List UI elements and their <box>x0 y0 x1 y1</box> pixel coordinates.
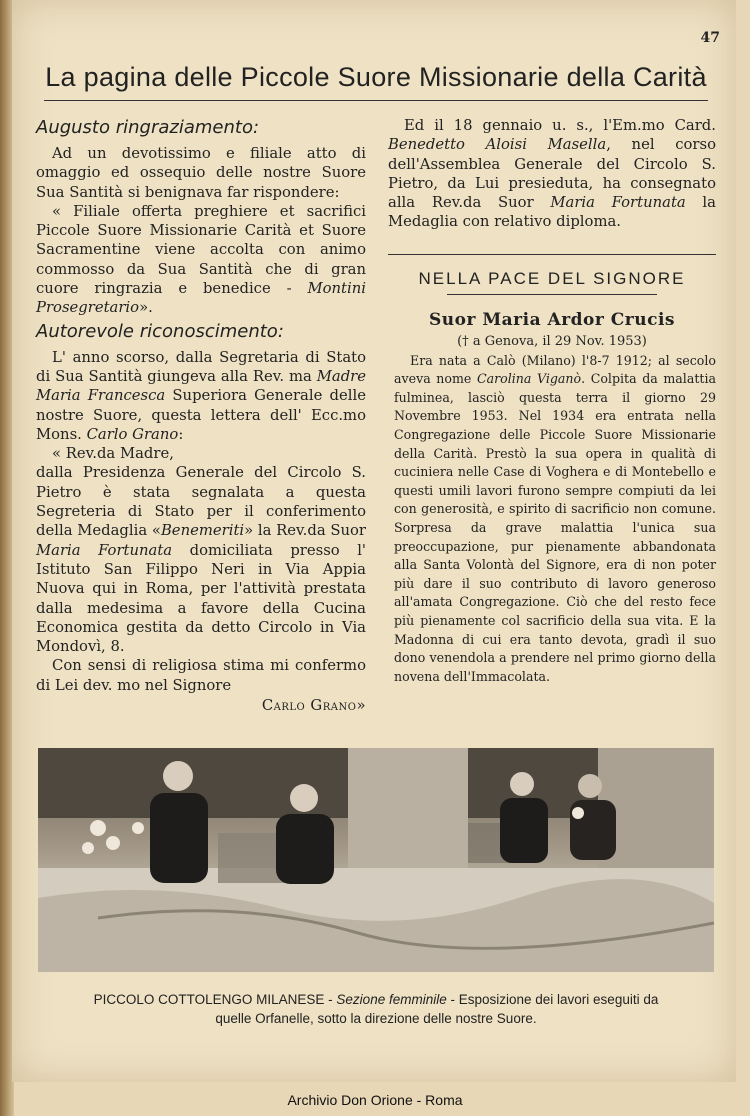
page-headline: La pagina delle Piccole Suore Missionarie della Carità <box>45 62 707 92</box>
letter-body-a: dalla Presidenza Generale del Circolo S. Pietro è stata segnalata a questa Segreteria di Stato per il conferimento della Medaglia « <box>36 464 366 540</box>
obituary-birth-name: Carolina Viganò <box>476 371 582 387</box>
recognition-name-madre: Madre Maria Francesca <box>36 367 366 405</box>
recognition-text-a: L' anno scorso, dalla Segretaria di Stato di Sua Santità giungeva alla Rev. ma <box>36 348 366 385</box>
photo-illustration <box>38 748 714 972</box>
headline-rule <box>44 100 708 101</box>
recognition-text-c: : <box>178 425 184 443</box>
caption-text-a: PICCOLO COTTOLENGO MILANESE - <box>93 992 337 1007</box>
section-title-nella-pace: NELLA PACE DEL SIGNORE <box>418 268 686 288</box>
medal-text-b: , nel corso dell'Assemblea Generale del Circolo S. Pietro, da Lui presieduta, ha consegnato alla Rev.da Suor <box>388 136 716 212</box>
archive-label: Archivio Don Orione - Roma <box>287 1092 463 1108</box>
letter-body-b: » la Rev.da Suor <box>244 522 367 540</box>
medal-text-c: la Medaglia con relativo diploma. <box>388 194 716 231</box>
orphanage-photo <box>38 748 714 972</box>
letter-name-fortunata: Maria Fortunata <box>36 541 173 559</box>
caption-line-1 <box>36 990 716 1009</box>
left-column <box>36 116 366 715</box>
section-title-underline <box>447 294 657 295</box>
medal-name-masella: Benedetto Aloisi Masella <box>388 136 607 154</box>
recognition-name-grano: Carlo Grano <box>86 425 179 443</box>
recognition-text-b: Superiora Generale delle nostre Suore, questa lettera dell' Ecc.mo Mons. <box>36 387 366 443</box>
telegram-signature: Montini Prosegretario <box>36 280 366 317</box>
caption-text-b: - Esposizione dei lavori eseguiti da <box>446 992 659 1007</box>
letter-signature: Carlo Grano» <box>261 697 366 715</box>
photo-caption <box>36 990 716 1028</box>
caption-line-2: quelle Orfanelle, sotto la direzione delle nostre Suore. <box>215 1011 537 1026</box>
obituary-text-b: . Colpita da malattia fulminea, lasciò questa terra il giorno 29 Novembre 1953. Nel 1934 era entrata nella Congregazione delle Piccole Suore Missionarie della Carità. Prestò la sua opera in qualità di cuciniera nelle Case di Voghera e di Montebello e questi umili lavori furono sempre compiuti da lei con generosità, e spirito di sacrificio non comune. Sorpresa da grave malattia l'unica sua preoccupazione, pur pienamente abbandonata alla Santa Volontà del Signore, era di non poter più dare il suo contributo di lavoro generoso all'amata Congregazione. Ciò che del resto fece più pienamente col sacrificio della sua vita. E la Madonna di cui era tanto devota, gradì il suo dono venendola a prendere nel primo giorno della novena dell'Immacolata. <box>394 371 716 684</box>
medal-name-fortunata: Maria Fortunata <box>550 194 686 212</box>
paragraph-recognition <box>36 348 366 444</box>
obituary-text-a: Era nata a Calò (Milano) l'8-7 1912; al secolo aveva nome <box>394 352 716 387</box>
letter-medal: Benemeriti <box>160 522 245 540</box>
section-divider <box>388 254 716 255</box>
letter-body-c: domiciliata presso l' Istituto San Filippo Neri in Via Appia Nuova qui in Roma, per l'attività prestata dalla medesima a favore della Cucina Economica gestita da detto Circolo in Via Mondovì, 8. <box>36 541 366 656</box>
letter-body <box>36 463 366 656</box>
obituary-body <box>388 352 716 687</box>
letter-closing: Con sensi di religiosa stima mi confermo di Lei dev. mo nel Signore <box>36 657 366 694</box>
caption-italic: Sezione femminile <box>336 992 447 1007</box>
paragraph-telegram <box>36 202 366 318</box>
paragraph-homage: Ad un devotissimo e filiale atto di omaggio ed ossequio delle nostre Suore Sua Santità si benignava far rispondere: <box>36 145 366 201</box>
telegram-end: ». <box>139 299 153 317</box>
letter-salutation: « Rev.da Madre, <box>52 445 174 463</box>
obituary-name: Suor Maria Ardor Crucis <box>428 310 675 331</box>
telegram-text: « Filiale offerta preghiere et sacrifici Piccole Suore Missionarie Carità et Suore Sacramentine viene accolta con animo commosso da Sua Santità che di gran cuore ringrazia e benedice - <box>36 202 366 298</box>
medal-text-a: Ed il 18 gennaio u. s., l'Em.mo Card. <box>404 117 716 134</box>
paragraph-medal-award <box>388 116 716 232</box>
page-number: 47 <box>700 30 720 46</box>
right-column <box>388 116 716 686</box>
obituary-date: († a Genova, il 29 Nov. 1953) <box>457 334 647 350</box>
section-title-augusto: Augusto ringraziamento: <box>36 117 260 138</box>
section-title-autorevole: Autorevole riconoscimento: <box>36 320 284 342</box>
